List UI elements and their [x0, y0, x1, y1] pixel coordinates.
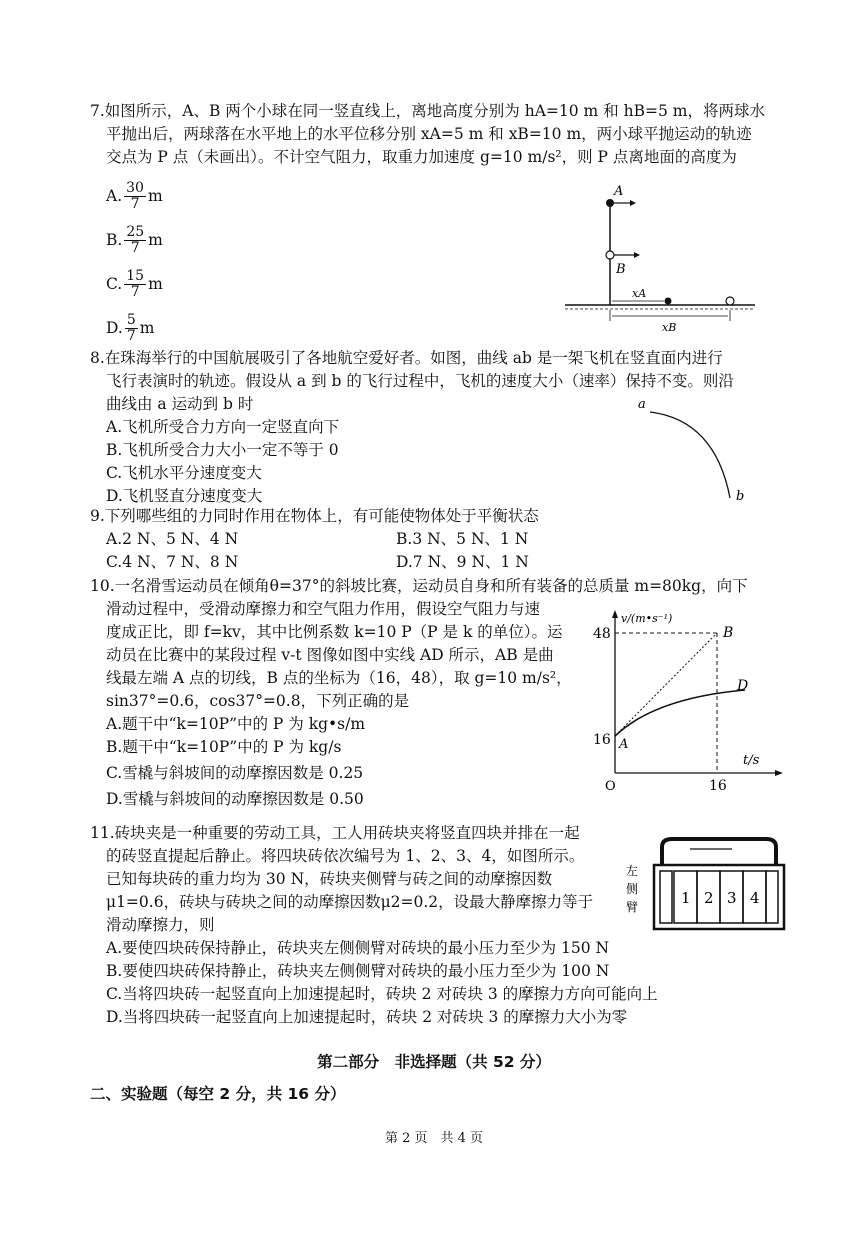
- q11-brick-clamp-figure: [620, 835, 790, 935]
- brick-label: 4: [750, 889, 760, 907]
- q9-option: A.2 N、5 N、4 N: [106, 530, 239, 548]
- label-b: b: [736, 489, 745, 504]
- q10-option: B.题干中“k=10P”中的 P 为 kg/s: [106, 738, 342, 756]
- option-prefix: D.: [106, 319, 123, 337]
- fraction: [124, 225, 146, 256]
- denominator: 7: [126, 327, 136, 344]
- flight-curve: [650, 412, 730, 498]
- numerator: 25: [126, 223, 145, 240]
- tangent-ab: [615, 633, 717, 736]
- option-prefix: B.: [106, 231, 123, 249]
- q10-line: 线最左端 A 点的切线，B 点的坐标为（16，48），取 g=10 m/s²，: [106, 669, 572, 687]
- y-tick-48: 48: [593, 626, 611, 642]
- denominator: 7: [130, 195, 140, 212]
- denominator: 7: [130, 239, 140, 256]
- q9-stem: 9.下列哪些组的力同时作用在物体上，有可能使物体处于平衡状态: [90, 507, 539, 525]
- q10-option: A.题干中“k=10P”中的 P 为 kg•s/m: [106, 715, 366, 733]
- section-title: 第二部分 非选择题（共 52 分）: [317, 1053, 551, 1071]
- q8-line: 8.在珠海举行的中国航展吸引了各地航空爱好者。如图，曲线 ab 是一架飞机在竖直面内进行: [90, 349, 723, 367]
- q7-option-c: [106, 262, 163, 306]
- q7-line: 7.如图所示，A、B 两个小球在同一竖直线上，离地高度分别为 hA=10 m 和 hB=5 m，将两球水: [90, 102, 765, 120]
- x-axis-label: t/s: [743, 753, 760, 768]
- q11-line: 11.砖块夹是一种重要的劳动工具，工人用砖块夹将竖直四块并排在一起: [90, 824, 580, 842]
- q8-figure: [630, 390, 770, 510]
- fraction: [125, 313, 138, 344]
- unit: m: [148, 275, 163, 293]
- side-label: 臂: [626, 900, 639, 914]
- brick-label: 3: [727, 889, 737, 907]
- q8-option: D.飞机竖直分速度变大: [106, 487, 263, 505]
- q10-vt-graph: [585, 608, 785, 798]
- option-prefix: A.: [106, 187, 123, 205]
- denominator: 7: [130, 283, 140, 300]
- q10-option: D.雪橇与斜坡间的动摩擦因数是 0.50: [106, 790, 364, 808]
- q7-line: 平抛出后，两球落在水平地上的水平位移分别 xA=5 m 和 xB=10 m，两小球平抛运动的轨迹: [106, 125, 752, 143]
- x-axis-arrow-icon: [775, 770, 783, 776]
- q10-line: 10.一名滑雪运动员在倾角θ=37°的斜坡比赛，运动员自身和所有装备的总质量 m=80kg，向下: [90, 577, 748, 595]
- numerator: 15: [126, 267, 145, 284]
- q8-option: A.飞机所受合力方向一定竖直向下: [106, 418, 340, 436]
- clamp-left-arm: [660, 871, 672, 923]
- q9-option: D.7 N、9 N、1 N: [396, 553, 529, 571]
- q10-line: 滑动过程中，受滑动摩擦力和空气阻力作用，假设空气阻力与速: [106, 600, 541, 618]
- question-9: [90, 505, 686, 574]
- q11-option: A.要使四块砖保持静止，砖块夹左侧侧臂对砖块的最小压力至少为 150 N: [106, 939, 610, 957]
- point-d-label: D: [737, 678, 749, 694]
- brick-label: 2: [704, 889, 714, 907]
- q11-line: 滑动摩擦力，则: [106, 916, 215, 934]
- y-tick-16: 16: [593, 732, 611, 748]
- q7-line: 交点为 P 点（未画出）。不计空气阻力，取重力加速度 g=10 m/s²，则 P 点离地面的高度为: [106, 148, 737, 166]
- question-11: [90, 822, 658, 1029]
- landing-a: [665, 298, 672, 305]
- page-footer: 第 2 页 共 4 页: [384, 1131, 484, 1146]
- q11-line: 已知每块砖的重力均为 30 N，砖块夹侧臂与砖之间的动摩擦因数: [106, 870, 553, 888]
- curve-ad: [615, 690, 745, 736]
- side-label: 左: [626, 864, 639, 878]
- unit: m: [147, 187, 163, 205]
- q11-line: μ1=0.6，砖块与砖块之间的动摩擦因数μ2=0.2，设最大静摩擦力等于: [106, 893, 594, 911]
- q7-figure: [560, 185, 760, 335]
- q8-line: 飞行表演时的轨迹。假设从 a 到 b 的飞行过程中，飞机的速度大小（速率）保持不变。则沿: [106, 372, 734, 390]
- ball-b: [606, 251, 614, 259]
- numerator: 5: [126, 311, 136, 328]
- q8-option: B.飞机所受合力大小一定不等于 0: [106, 441, 339, 459]
- y-axis-label: v/(m•s⁻¹): [621, 612, 673, 625]
- q10-line: sin37°=0.6，cos37°=0.8，下列正确的是: [106, 692, 410, 710]
- x-tick-16: 16: [709, 778, 727, 794]
- point-a-label: A: [619, 737, 629, 752]
- y-axis-arrow-icon: [612, 610, 618, 618]
- q10-option: C.雪橇与斜坡间的动摩擦因数是 0.25: [106, 764, 364, 782]
- arrow-right-icon: [630, 200, 636, 206]
- q8-option: C.飞机水平分速度变大: [106, 464, 262, 482]
- side-label: 侧: [626, 882, 639, 896]
- numerator: 30: [126, 179, 144, 196]
- fraction: [124, 181, 146, 212]
- label-xb: xB: [662, 321, 677, 334]
- q10-line: 度成正比，即 f=kv，其中比例系数 k=10 P（P 是 k 的单位）。运: [106, 623, 563, 641]
- origin-label: O: [605, 779, 616, 794]
- q10-line: 动员在比赛中的某段过程 v-t 图像如图中实线 AD 所示，AB 是曲: [106, 646, 554, 664]
- q7-option-a: [106, 174, 163, 218]
- arrow-right-icon: [634, 252, 640, 258]
- clamp-right-arm: [766, 871, 778, 923]
- q7-option-b: [106, 218, 163, 262]
- fraction: [124, 269, 146, 300]
- q11-line: 的砖竖直提起后静止。将四块砖依次编号为 1、2、3、4，如图所示。: [106, 847, 585, 865]
- label-a: a: [638, 397, 646, 412]
- q11-option: B.要使四块砖保持静止，砖块夹左侧侧臂对砖块的最小压力至少为 100 N: [106, 962, 610, 980]
- ball-a: [606, 199, 614, 207]
- clamp-handle: [662, 839, 776, 865]
- label-a: A: [614, 185, 624, 199]
- q9-option: B.3 N、5 N、1 N: [396, 530, 529, 548]
- question-7: [90, 100, 765, 169]
- brick-label: 1: [681, 889, 691, 907]
- option-prefix: C.: [106, 275, 123, 293]
- unit: m: [139, 319, 155, 337]
- q11-option: D.当将四块砖一起竖直向上加速提起时，砖块 2 对砖块 3 的摩擦力大小为零: [106, 1008, 628, 1026]
- unit: m: [148, 231, 163, 249]
- q7-options: [106, 174, 163, 350]
- label-b: B: [616, 262, 626, 277]
- label-xa: xA: [632, 287, 647, 300]
- q7-option-d: [106, 306, 163, 350]
- q8-line: 曲线由 a 运动到 b 时: [106, 395, 254, 413]
- subsection-title: 二、实验题（每空 2 分，共 16 分）: [90, 1085, 346, 1103]
- q9-option-row: [90, 551, 686, 574]
- point-b-label: B: [723, 625, 734, 641]
- q9-option: C.4 N、7 N、8 N: [106, 553, 239, 571]
- landing-b: [726, 297, 734, 305]
- q11-option: C.当将四块砖一起竖直向上加速提起时，砖块 2 对砖块 3 的摩擦力方向可能向上: [106, 985, 658, 1003]
- q9-option-row: [90, 528, 686, 551]
